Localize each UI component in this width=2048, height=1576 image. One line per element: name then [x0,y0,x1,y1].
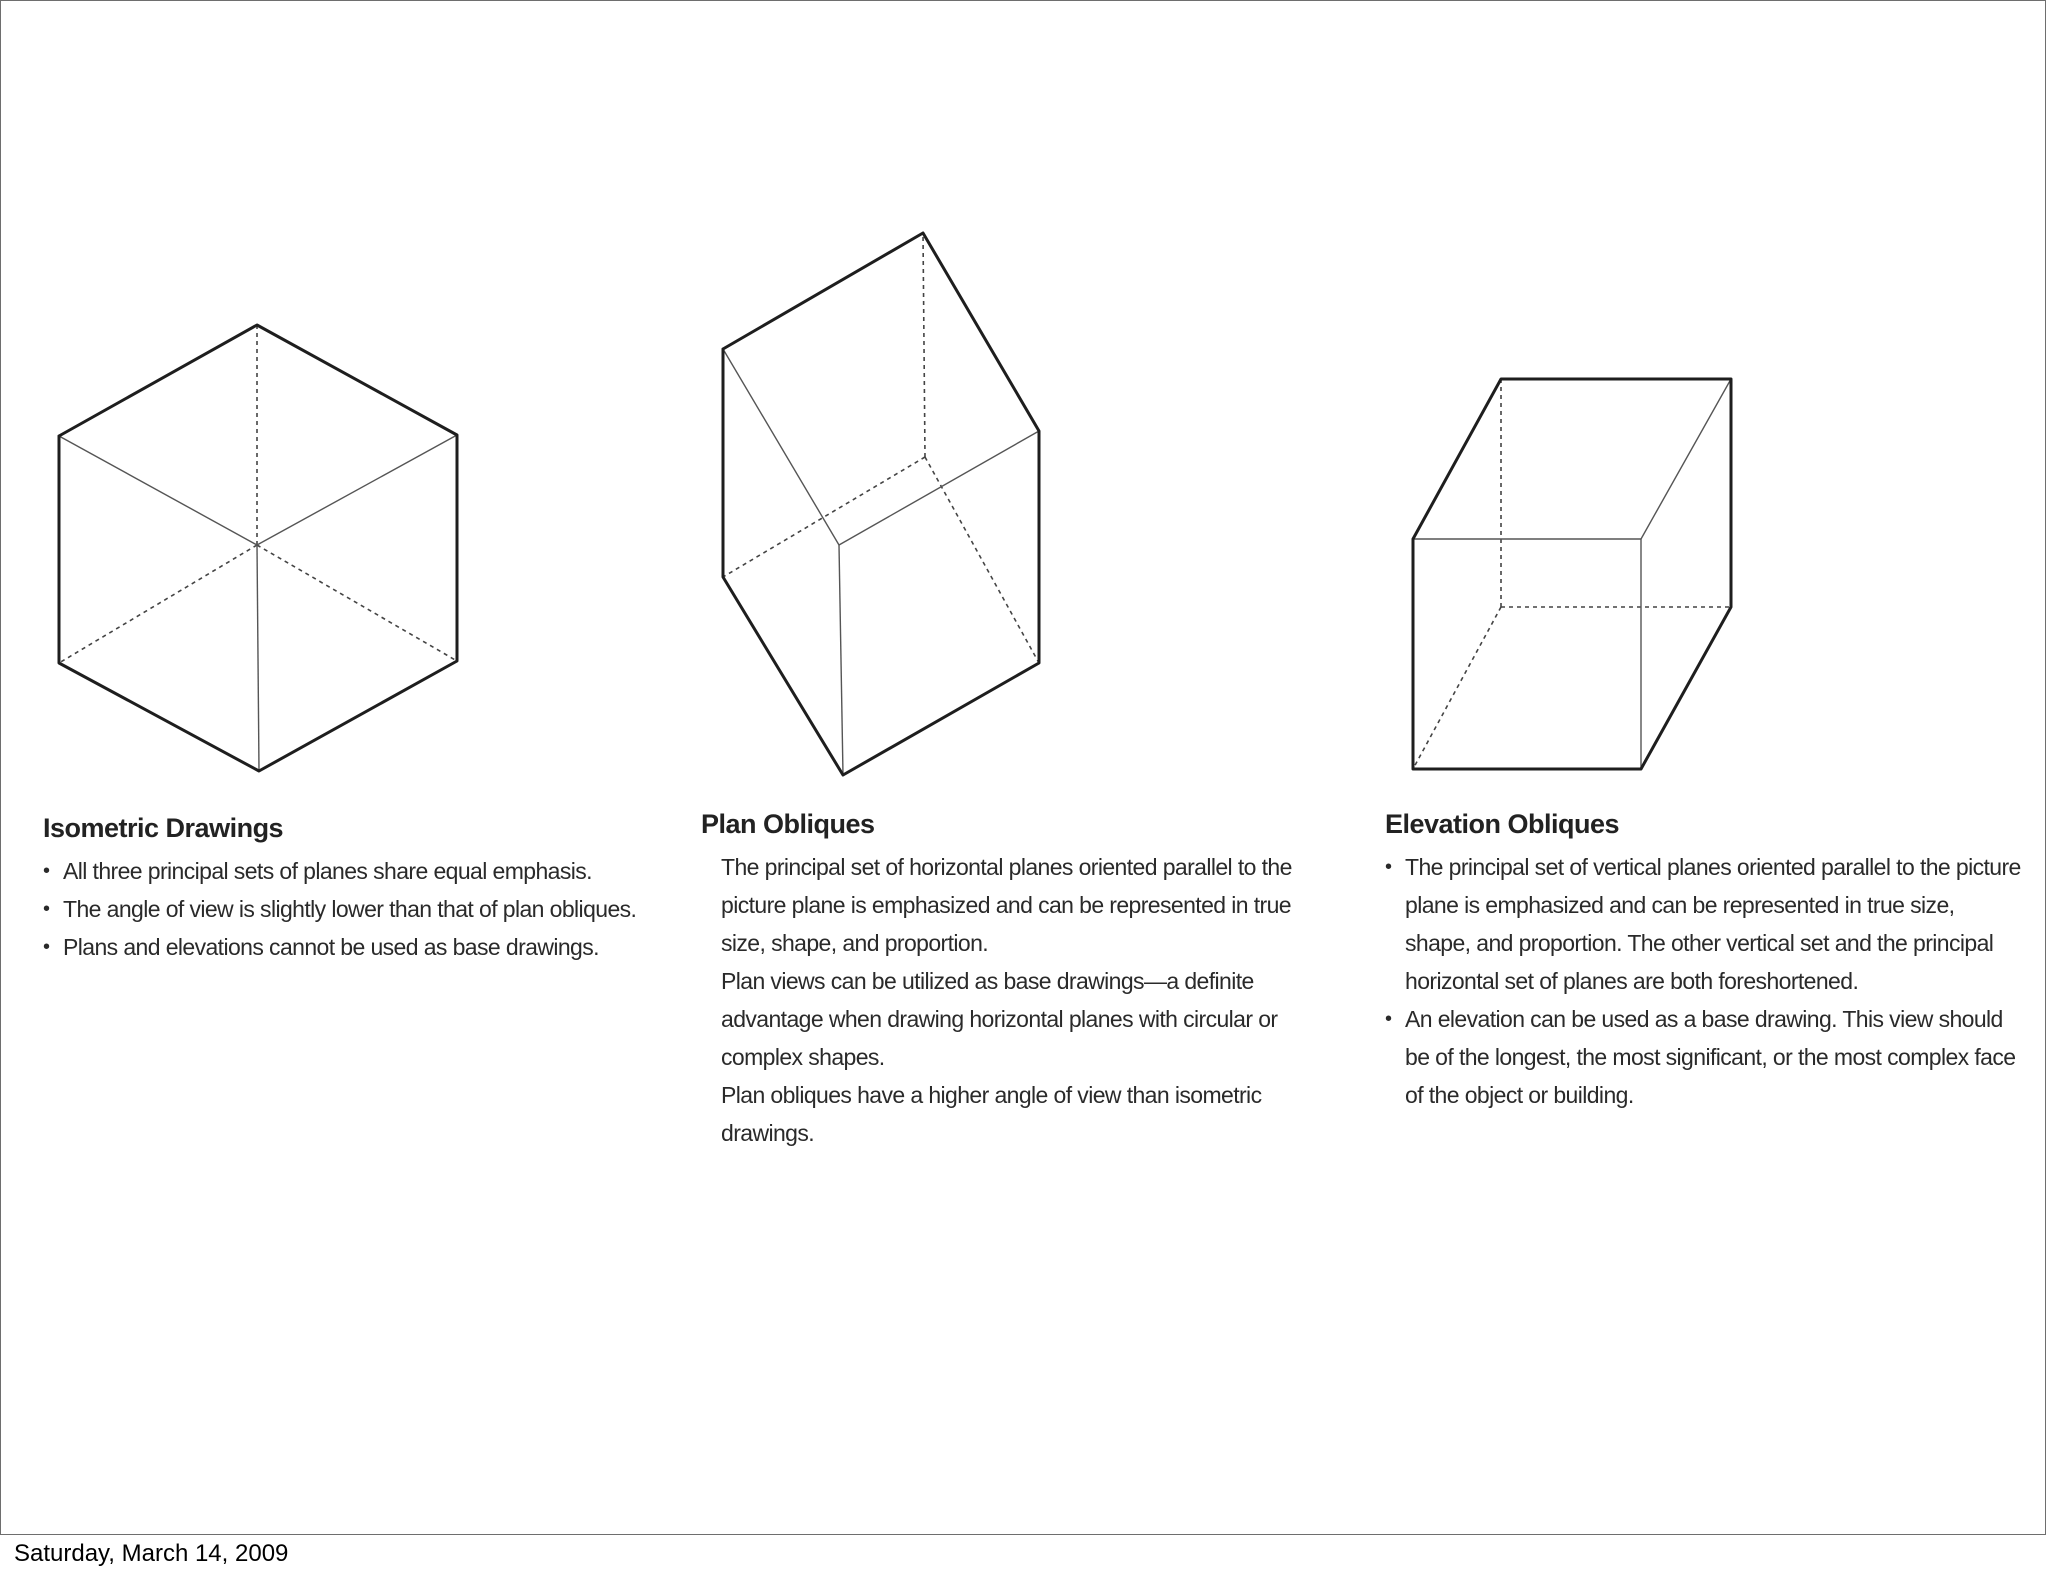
elevation-oblique-hidden-edges [1413,379,1731,769]
elevation-oblique-point: • The principal set of vertical planes oriented parallel to the picture plane is emphasized and can be represented in true size, shape, and proportion. The other vertical set and the principal horizontal set of planes are both foreshortened. [1385,848,2025,1000]
plan-oblique-hidden-edges [723,233,1039,663]
isometric-points [43,852,663,966]
isometric-visible-edges [59,325,457,771]
elevation-oblique-caption [1385,809,2025,1114]
isometric-point: • The angle of view is slightly lower than that of plan obliques. [43,890,663,928]
elevation-oblique-points [1385,848,2025,1114]
plan-oblique-title: Plan Obliques [701,809,875,839]
elevation-oblique-point: • An elevation can be used as a base drawing. This view should be of the longest, the most significant, or the most complex face of the object or building. [1385,1000,2025,1114]
plan-oblique-cube-drawing [717,229,1057,789]
footer-date: Saturday, March 14, 2009 [14,1540,289,1567]
isometric-caption [43,813,663,966]
plan-oblique-points [701,848,1341,1152]
elevation-oblique-visible-edges [1413,379,1731,769]
plan-oblique-point: The principal set of horizontal planes oriented parallel to the picture plane is emphasized and can be represented in true size, shape, and proportion. [721,854,1292,956]
plan-oblique-visible-edges [723,233,1039,775]
isometric-cube-drawing [41,301,481,791]
elevation-oblique-cube-drawing [1401,371,1741,781]
isometric-title: Isometric Drawings [43,813,284,843]
plan-oblique-caption [701,809,1341,1152]
isometric-point: • All three principal sets of planes share equal emphasis. [43,852,663,890]
plan-oblique-point: Plan views can be utilized as base drawings—a definite advantage when drawing horizontal planes with circular or complex shapes. [721,968,1278,1070]
isometric-point: • Plans and elevations cannot be used as base drawings. [43,928,663,966]
elevation-oblique-title: Elevation Obliques [1385,809,1620,839]
plan-oblique-point: Plan obliques have a higher angle of view than isometric drawings. [721,1082,1262,1146]
